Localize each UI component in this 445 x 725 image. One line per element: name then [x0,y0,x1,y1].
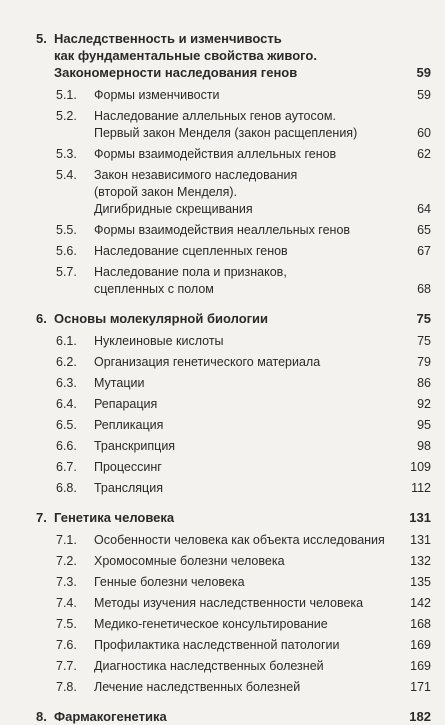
toc-entry [36,222,431,239]
toc-entry [36,438,431,455]
page-number: 75 [417,334,431,348]
entry-title [94,553,397,570]
page-number: 169 [410,638,431,652]
toc-entry [36,87,431,104]
entry-title-line: Фармакогенетика [54,709,167,724]
entry-title [94,146,397,163]
page-number: 92 [417,397,431,411]
entry-title-line: Формы взаимодействия неаллельных генов [94,223,351,237]
page-number: 60 [417,126,431,140]
entry-number: 5.1. [56,88,77,102]
entry-title [94,222,397,239]
entry-title-line: сцепленных с полом [94,282,214,296]
entry-title-line: Генетика человека [54,510,175,525]
page-number: 59 [416,65,431,80]
toc-entry [36,637,431,654]
toc-entry [36,532,431,549]
toc-chapter [36,509,431,526]
entry-title-line: Формы изменчивости [94,88,220,102]
entry-title [94,532,397,549]
entry-number: 6.2. [56,355,77,369]
page-number: 169 [410,659,431,673]
entry-title-line: Первый закон Менделя (закон расщепления) [94,126,358,140]
page-number: 168 [410,617,431,631]
page-number: 132 [410,554,431,568]
entry-title-line: Мутации [94,376,145,390]
toc-entry [36,480,431,497]
toc-entry [36,146,431,163]
entry-title [54,509,397,526]
toc-entry [36,417,431,434]
entry-title [94,167,397,218]
entry-title-line: Генные болезни человека [94,575,245,589]
page-number: 59 [417,88,431,102]
toc-chapter [36,30,431,81]
page-number: 112 [411,481,431,495]
toc-entry [36,354,431,371]
entry-title [94,480,397,497]
entry-title-line: Репарация [94,397,158,411]
toc-chapter [36,708,431,725]
entry-title-line: Процессинг [94,460,162,474]
page-number: 135 [410,575,431,589]
page-number: 65 [417,223,431,237]
entry-title-line: Трансляция [94,481,163,495]
entry-title-line: Лечение наследственных болезней [94,680,301,694]
entry-number: 6.7. [56,460,77,474]
entry-number: 7.3. [56,575,77,589]
entry-title-line: Наследование сцепленных генов [94,244,288,258]
toc-entry [36,108,431,142]
entry-title [94,658,397,675]
page-number: 131 [410,533,431,547]
entry-title [54,708,397,725]
entry-number: 7.7. [56,659,77,673]
entry-title-line: Закономерности наследования генов [54,65,298,80]
page-number: 64 [417,202,431,216]
entry-number: 7.6. [56,638,77,652]
toc-chapter [36,310,431,327]
entry-title-line: Закон независимого наследования [94,168,298,182]
entry-title [54,30,397,81]
entry-number: 5.5. [56,223,77,237]
entry-title [94,333,397,350]
entry-title-line: Дигибридные скрещивания [94,202,253,216]
page-number: 182 [409,709,431,724]
toc-entry [36,595,431,612]
page-number: 75 [416,311,431,326]
entry-title-line: Медико-генетическое консультирование [94,617,328,631]
page-number: 62 [417,147,431,161]
entry-number: 6.5. [56,418,77,432]
entry-title [94,595,397,612]
page-number: 86 [417,376,431,390]
toc-entry [36,679,431,696]
entry-title-line: Наследственность и изменчивость [54,31,282,46]
toc-entry [36,243,431,260]
entry-number: 6.6. [56,439,77,453]
entry-number: 7.1. [56,533,77,547]
entry-title [94,243,397,260]
entry-title-line: Наследование аллельных генов аутосом. [94,109,336,123]
entry-title-line: Наследование пола и признаков, [94,265,287,279]
entry-number: 6.8. [56,481,77,495]
toc-entry [36,616,431,633]
entry-title-line: Транскрипция [94,439,176,453]
entry-title-line: Основы молекулярной биологии [54,311,269,326]
entry-title [94,264,397,298]
entry-number: 5.4. [56,168,77,182]
toc-entry [36,396,431,413]
entry-number: 5.3. [56,147,77,161]
entry-number: 7.8. [56,680,77,694]
entry-title-line: Репликация [94,418,164,432]
toc-entry [36,167,431,218]
entry-title-line: Хромосомные болезни человека [94,554,285,568]
entry-number: 5.7. [56,265,77,279]
entry-title-line: Профилактика наследственной патологии [94,638,340,652]
entry-title [94,417,397,434]
toc-entry [36,375,431,392]
toc-entry [36,333,431,350]
entry-number: 6.3. [56,376,77,390]
page-number: 67 [417,244,431,258]
entry-title [94,354,397,371]
toc-entry [36,264,431,298]
toc-entry [36,459,431,476]
entry-number: 8. [36,709,47,724]
entry-title [94,679,397,696]
entry-number: 6. [36,311,47,326]
entry-title-line: (второй закон Менделя). [94,185,237,199]
toc-entry [36,658,431,675]
entry-title [94,87,397,104]
page-number: 142 [410,596,431,610]
page-number: 79 [417,355,431,369]
page-number: 171 [410,680,431,694]
entry-number: 7.4. [56,596,77,610]
entry-title-line: Организация генетического материала [94,355,321,369]
entry-title-line: Формы взаимодействия аллельных генов [94,147,337,161]
toc-entry [36,574,431,591]
entry-title [94,616,397,633]
table-of-contents [36,30,431,725]
entry-title [94,574,397,591]
entry-title [94,108,397,142]
toc-entry [36,553,431,570]
page-number: 98 [417,439,431,453]
entry-title [94,396,397,413]
entry-number: 5.6. [56,244,77,258]
entry-number: 7. [36,510,47,525]
entry-title [94,459,397,476]
page-number: 95 [417,418,431,432]
entry-number: 5. [36,31,47,46]
entry-title [94,375,397,392]
entry-title [94,637,397,654]
entry-number: 6.4. [56,397,77,411]
entry-title-line: Нуклеиновые кислоты [94,334,224,348]
page-number: 109 [410,460,431,474]
entry-number: 7.5. [56,617,77,631]
entry-title [94,438,397,455]
entry-title-line: Диагностика наследственных болезней [94,659,324,673]
entry-title-line: Методы изучения наследственности человека [94,596,364,610]
entry-title-line: Особенности человека как объекта исследования [94,533,385,547]
entry-title [54,310,397,327]
entry-number: 5.2. [56,109,77,123]
entry-number: 6.1. [56,334,77,348]
entry-title-line: как фундаментальные свойства живого. [54,48,317,63]
page-number: 68 [417,282,431,296]
entry-number: 7.2. [56,554,77,568]
page-number: 131 [409,510,431,525]
